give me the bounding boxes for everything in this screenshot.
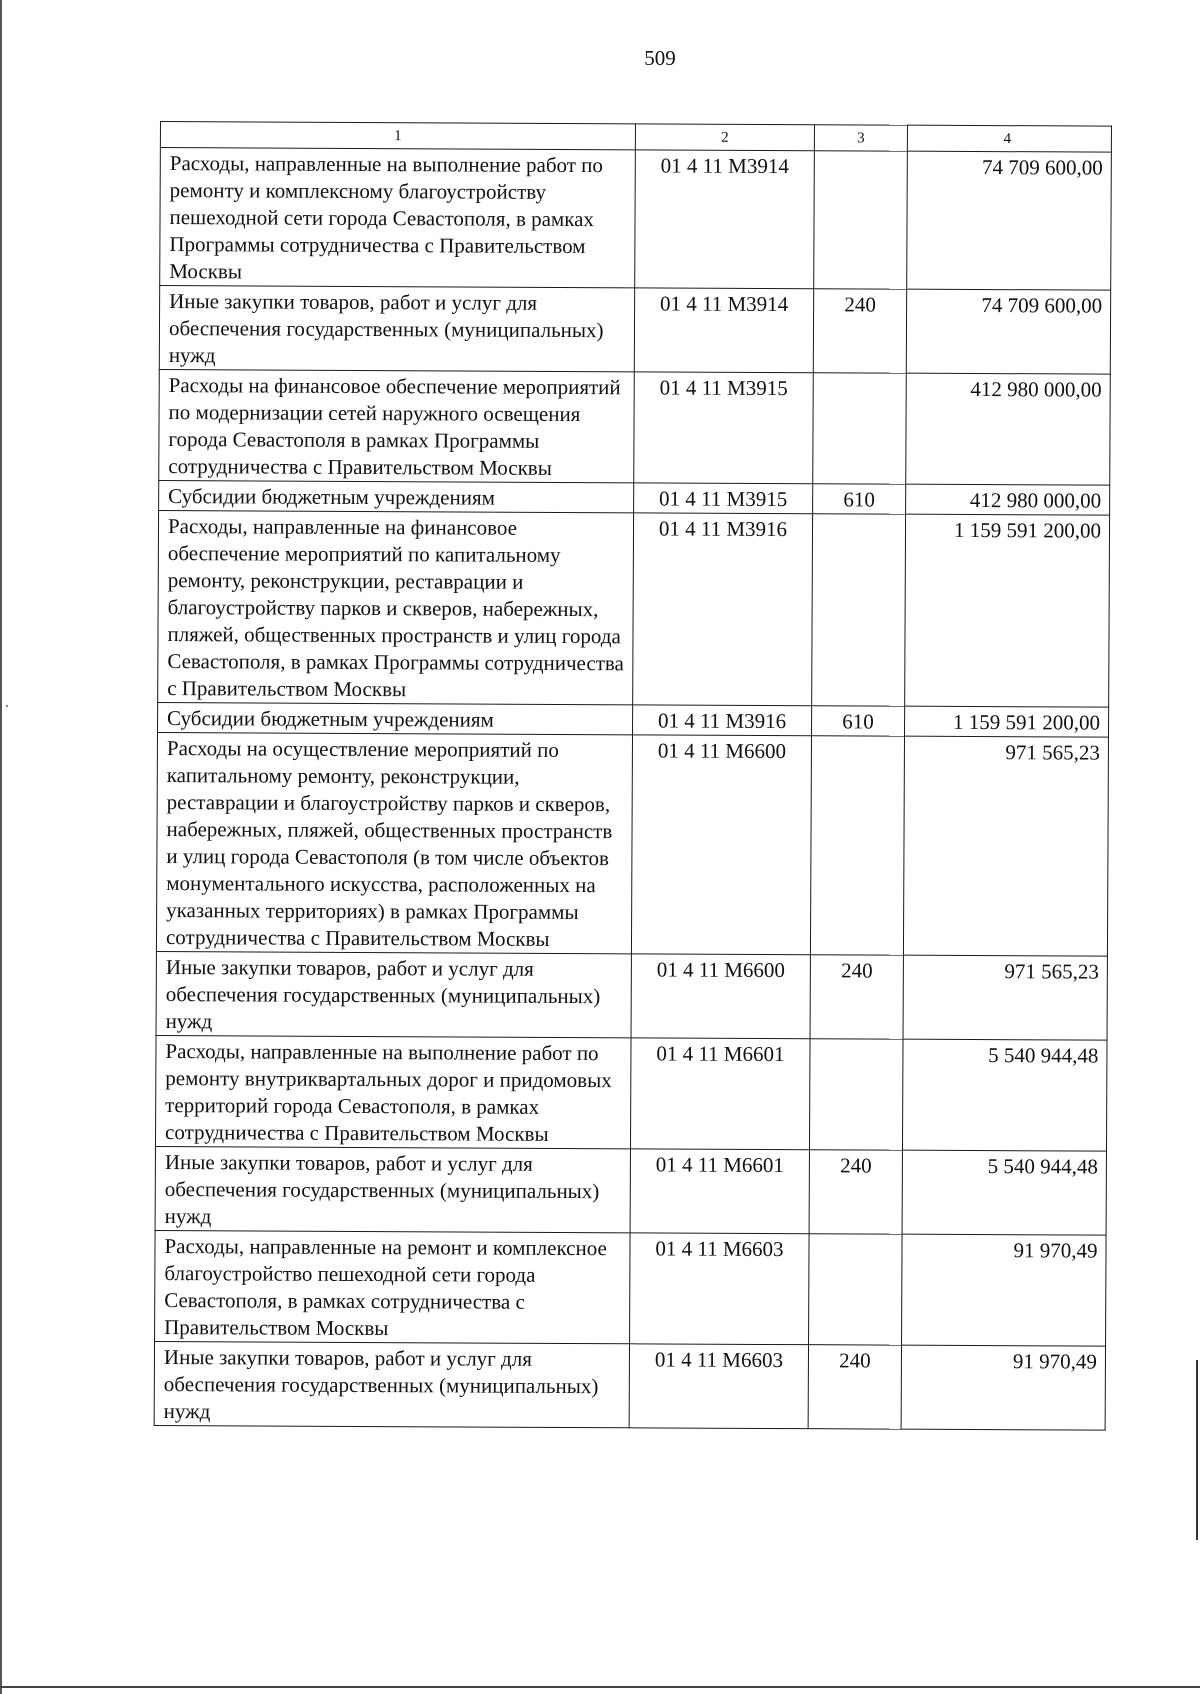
row-amount: 1 159 591 200,00 <box>905 706 1109 737</box>
row-type: 240 <box>809 1150 902 1234</box>
row-code: 01 4 11 М3916 <box>633 513 813 706</box>
row-type <box>814 151 908 289</box>
row-type: 240 <box>810 955 903 1039</box>
row-amount: 971 565,23 <box>903 736 1108 956</box>
row-amount: 74 709 600,00 <box>907 151 1112 290</box>
table-row <box>159 286 1110 375</box>
row-name: Иные закупки товаров, работ и услуг для обеспечения государственных (муниципальных) нужд <box>155 1146 630 1232</box>
row-name: Расходы, направленные на выполнение работ по ремонту и комплексному благоустройству пешеходной сети города Севастополя, в рамках Программы сотрудничества с Правительством Москвы <box>160 148 636 288</box>
table-row <box>158 510 1110 707</box>
table-row <box>160 148 1112 291</box>
header-col-4: 4 <box>907 125 1111 152</box>
row-name: Расходы, направленные на финансовое обеспечение мероприятий по капитальному ремонту, реконструкции, реставрации и благоустройству парков и скверов, набережных, пляжей, общественных пространств и улиц города Севастополя, в рамках Программы сотрудничества с Правительством Москвы <box>158 510 634 704</box>
table-row <box>156 732 1108 956</box>
row-amount: 5 540 944,48 <box>902 1150 1106 1235</box>
row-code: 01 4 11 М6601 <box>630 1038 810 1150</box>
row-code: 01 4 11 М3916 <box>633 705 812 736</box>
scan-left-edge <box>0 0 2 1694</box>
row-code: 01 4 11 М3914 <box>635 150 815 289</box>
row-code: 01 4 11 М3915 <box>634 483 813 514</box>
row-name: Иные закупки товаров, работ и услуг для обеспечения государственных (муниципальных) нужд <box>154 1341 629 1427</box>
budget-table <box>154 121 1112 1431</box>
row-code: 01 4 11 М3915 <box>634 372 814 484</box>
header-col-1: 1 <box>160 122 635 150</box>
row-code: 01 4 11 М6603 <box>630 1233 810 1345</box>
row-amount: 412 980 000,00 <box>906 373 1111 485</box>
header-col-2: 2 <box>635 124 814 151</box>
row-amount: 5 540 944,48 <box>902 1039 1107 1151</box>
row-type <box>809 1039 903 1150</box>
table-row <box>155 1035 1107 1151</box>
row-code: 01 4 11 М3914 <box>634 288 813 373</box>
table-row <box>156 951 1107 1040</box>
scan-speck <box>6 705 8 707</box>
table-row <box>155 1230 1107 1346</box>
row-code: 01 4 11 М6600 <box>631 954 810 1039</box>
row-type <box>812 514 906 706</box>
row-amount: 91 970,49 <box>902 1234 1107 1346</box>
row-type <box>813 373 907 484</box>
row-amount: 74 709 600,00 <box>906 289 1110 374</box>
header-col-3: 3 <box>814 125 907 151</box>
table-row <box>158 702 1109 737</box>
row-name: Иные закупки товаров, работ и услуг для обеспечения государственных (муниципальных) нужд <box>156 951 631 1037</box>
table-row <box>154 1341 1105 1430</box>
page-number: 509 <box>644 46 676 70</box>
row-name: Расходы, направленные на выполнение работ по ремонту внутриквартальных дорог и придомовых территорий города Севастополя, в рамках сотрудничества с Правительством Москвы <box>155 1035 631 1148</box>
row-code: 01 4 11 М6600 <box>631 735 811 955</box>
row-name: Иные закупки товаров, работ и услуг для обеспечения государственных (муниципальных) нужд <box>159 286 634 372</box>
row-type: 240 <box>813 289 906 373</box>
table-row <box>159 480 1110 515</box>
row-amount: 91 970,49 <box>901 1345 1105 1430</box>
table-row <box>155 1146 1106 1235</box>
row-amount: 971 565,23 <box>903 955 1107 1040</box>
row-name: Субсидии бюджетным учреждениям <box>158 702 633 734</box>
row-type <box>809 1234 903 1345</box>
scan-right-mark <box>1196 1360 1198 1540</box>
row-type <box>810 736 904 955</box>
scan-bottom-edge <box>0 1686 1200 1688</box>
row-name: Субсидии бюджетным учреждениям <box>159 480 634 512</box>
table-row <box>159 369 1111 485</box>
row-type: 610 <box>813 484 906 514</box>
row-name: Расходы, направленные на ремонт и комплексное благоустройство пешеходной сети города Севастополя, в рамках сотрудничества с Правительством Москвы <box>155 1230 631 1343</box>
row-code: 01 4 11 М6601 <box>630 1149 809 1234</box>
row-type: 610 <box>812 706 905 736</box>
row-code: 01 4 11 М6603 <box>629 1344 808 1429</box>
row-amount: 1 159 591 200,00 <box>905 514 1110 707</box>
row-name: Расходы на финансовое обеспечение мероприятий по модернизации сетей наружного освещения города Севастополя в рамках Программы сотрудничества с Правительством Москвы <box>159 369 635 482</box>
row-type: 240 <box>808 1345 901 1429</box>
row-name: Расходы на осуществление мероприятий по капитальному ремонту, реконструкции, реставрации и благоустройству парков и скверов, набережных, пляжей, общественных пространств и улиц города Севастополя (в том числе объектов монументального искусства, расположенных на указанных территориях) в рамках Программы сотрудничества с Правительством Москвы <box>156 732 632 953</box>
row-amount: 412 980 000,00 <box>906 484 1110 515</box>
